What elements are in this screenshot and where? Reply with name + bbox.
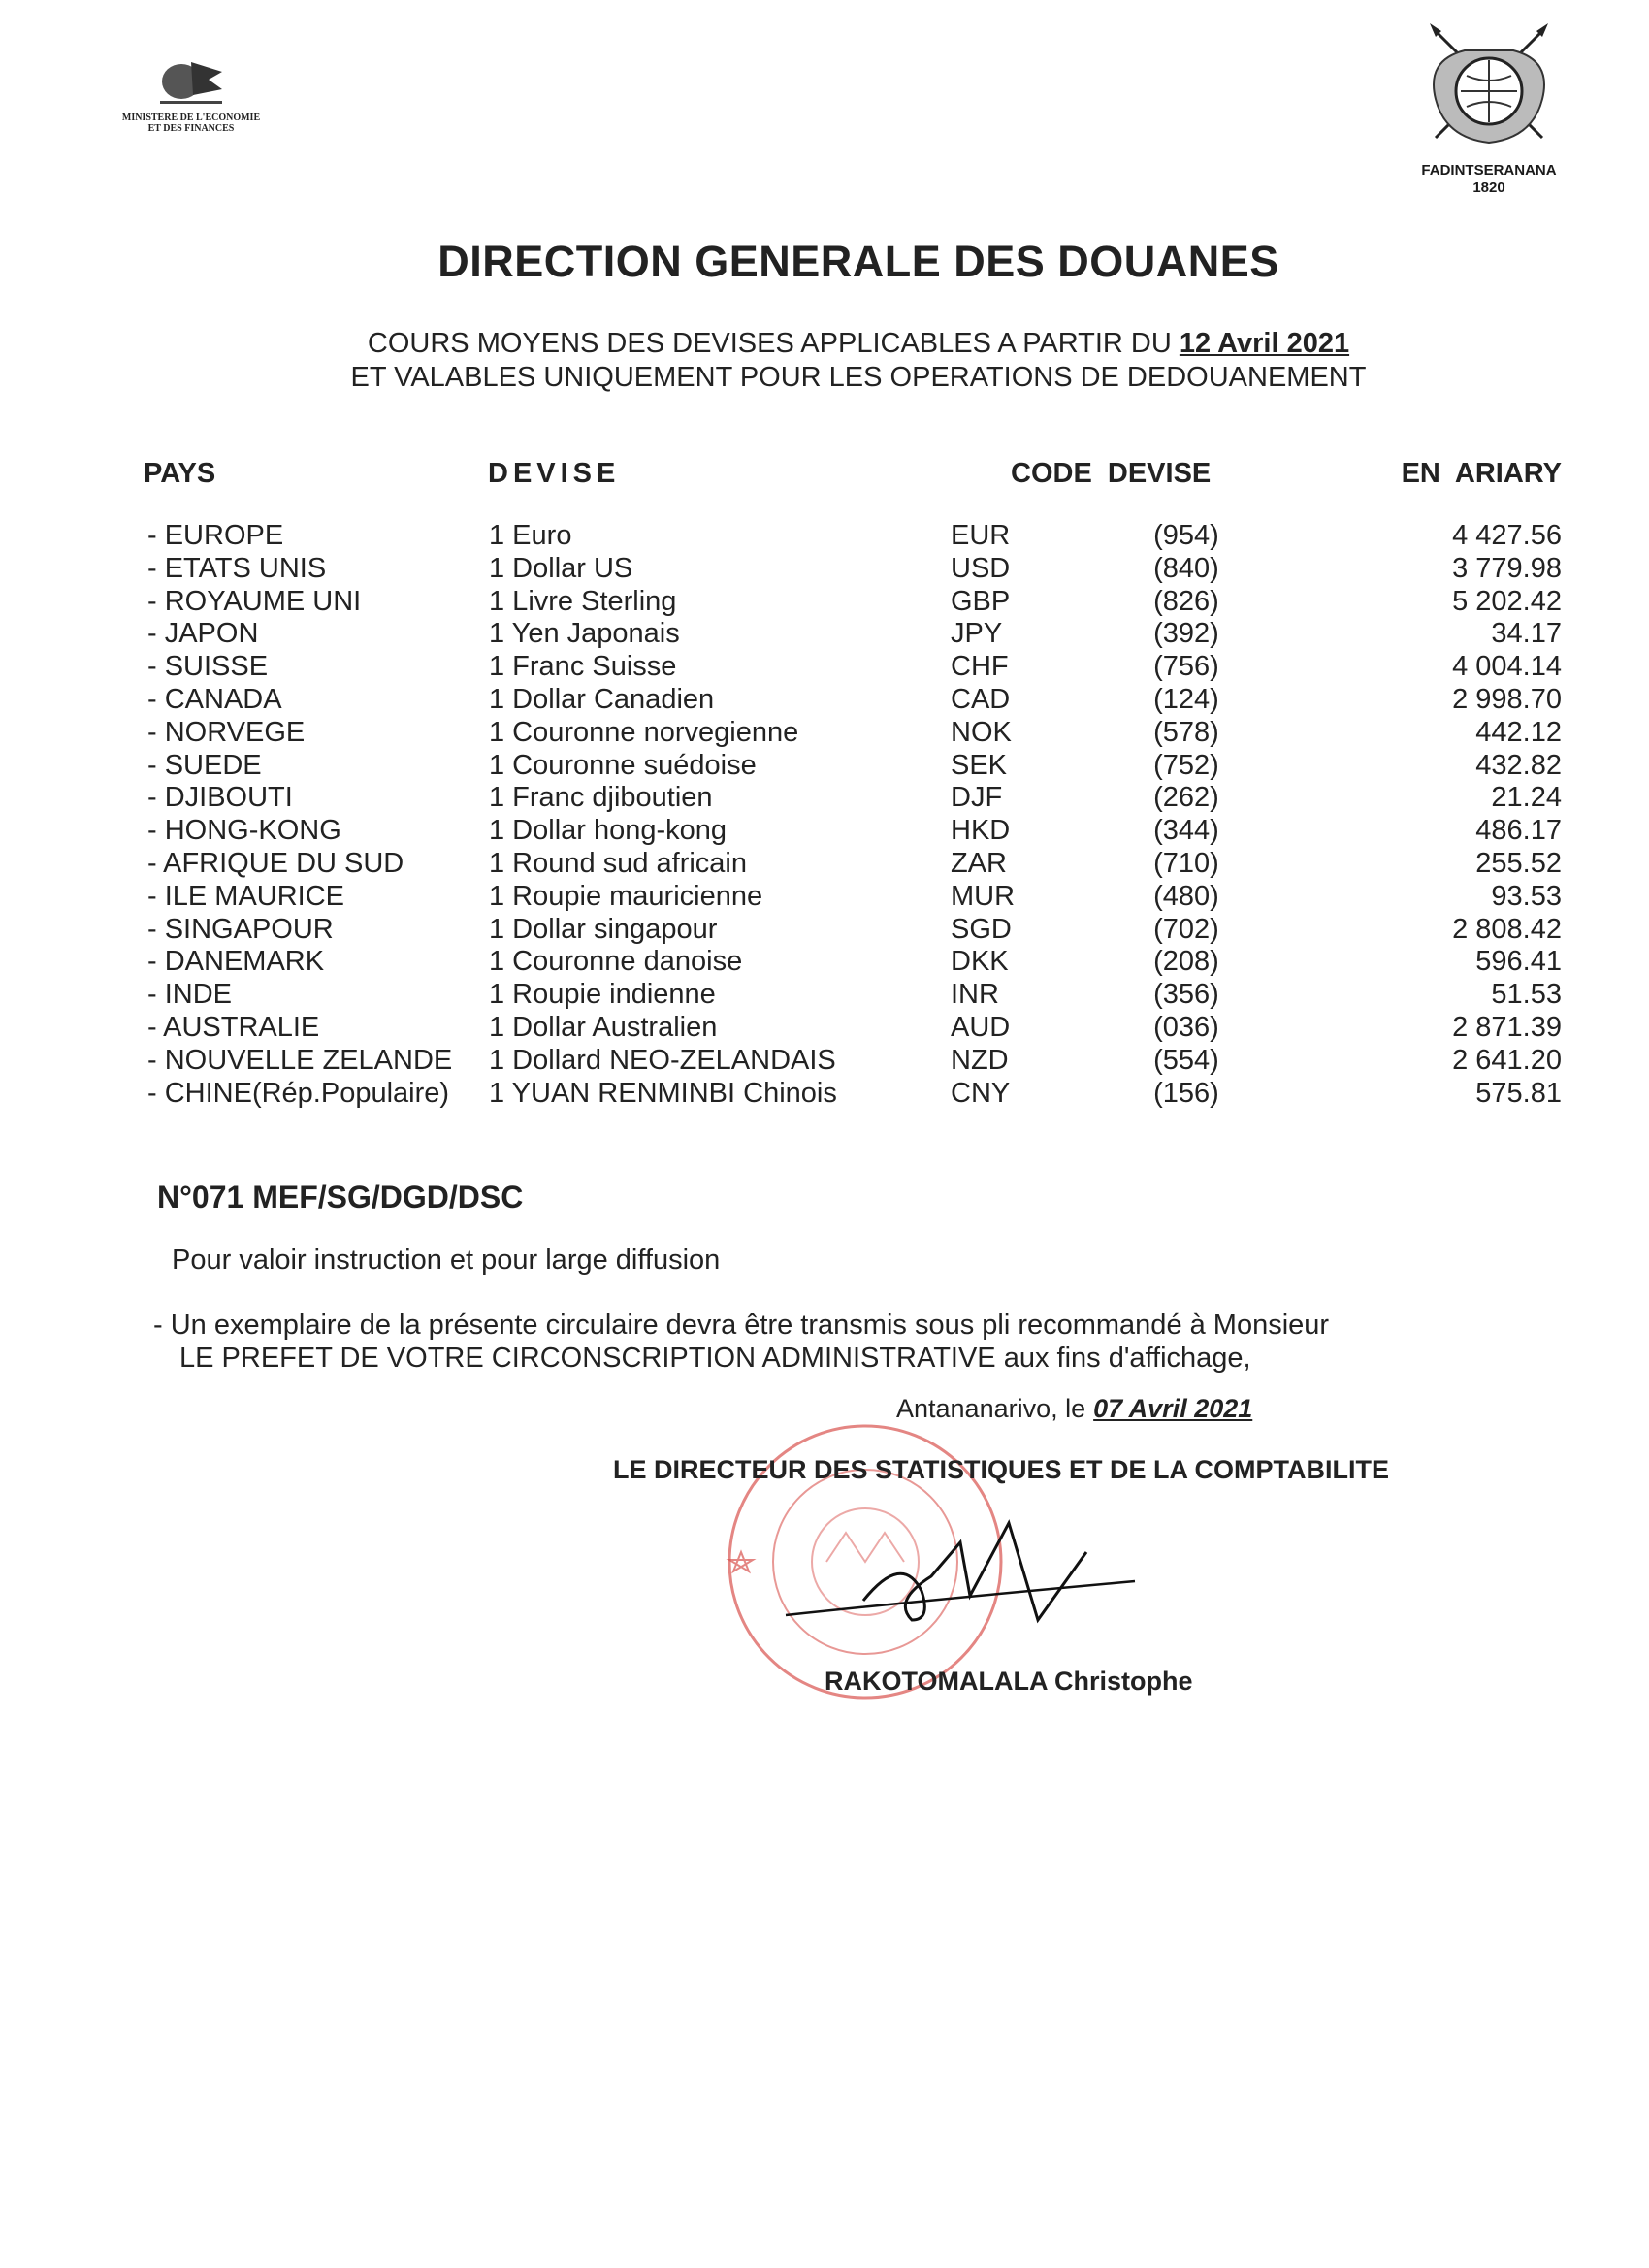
cell-value: 255.52 <box>1475 847 1562 879</box>
cell-value: 442.12 <box>1475 716 1562 748</box>
cell-code: SGD <box>951 913 1012 945</box>
table-row <box>0 848 1649 881</box>
column-header-devise: DEVISE <box>488 458 621 489</box>
signature-date: 07 Avril 2021 <box>1093 1394 1253 1423</box>
cell-pays: - AFRIQUE DU SUD <box>147 847 404 879</box>
cell-numeric-code: (208) <box>1153 946 1219 978</box>
ministry-emblem-icon <box>152 50 230 109</box>
cell-numeric-code: (702) <box>1153 913 1219 945</box>
signatory-name: RAKOTOMALALA Christophe <box>824 1667 1193 1696</box>
cell-code: NZD <box>951 1044 1009 1076</box>
cell-value: 34.17 <box>1491 618 1562 650</box>
cell-devise: 1 Dollar Australien <box>489 1011 718 1043</box>
cell-value: 21.24 <box>1491 782 1562 814</box>
table-row <box>0 750 1649 783</box>
cell-value: 432.82 <box>1475 749 1562 781</box>
cell-devise: 1 Dollard NEO-ZELANDAIS <box>489 1044 836 1076</box>
cell-numeric-code: (756) <box>1153 651 1219 683</box>
instruction-text: Pour valoir instruction et pour large diffusion <box>172 1245 721 1276</box>
cell-value: 2 808.42 <box>1452 913 1562 945</box>
cell-numeric-code: (156) <box>1153 1077 1219 1109</box>
cell-pays: - SINGAPOUR <box>147 913 334 945</box>
cell-pays: - CHINE(Rép.Populaire) <box>147 1077 450 1109</box>
cell-numeric-code: (356) <box>1153 979 1219 1011</box>
cell-numeric-code: (578) <box>1153 716 1219 748</box>
cell-numeric-code: (954) <box>1153 520 1219 551</box>
cell-devise: 1 Livre Sterling <box>489 585 677 617</box>
cell-numeric-code: (840) <box>1153 552 1219 584</box>
ministry-label: MINISTERE DE L'ECONOMIE ET DES FINANCES <box>121 113 261 134</box>
cell-numeric-code: (344) <box>1153 815 1219 847</box>
cell-pays: - SUISSE <box>147 651 269 683</box>
note-line-2: LE PREFET DE VOTRE CIRCONSCRIPTION ADMINISTRATIVE aux fins d'affichage, <box>179 1343 1251 1374</box>
table-row <box>0 946 1649 979</box>
cell-numeric-code: (262) <box>1153 782 1219 814</box>
cell-code: CAD <box>951 683 1011 715</box>
cell-code: JPY <box>951 618 1003 650</box>
cell-value: 4 427.56 <box>1452 520 1562 551</box>
handwritten-signature-icon <box>766 1484 1193 1659</box>
table-row <box>0 1045 1649 1078</box>
cell-value: 2 641.20 <box>1452 1044 1562 1076</box>
cell-devise: 1 Franc djiboutien <box>489 782 713 814</box>
cell-code: DKK <box>951 946 1009 978</box>
table-row <box>0 684 1649 717</box>
cell-pays: - ILE MAURICE <box>147 880 345 912</box>
table-row <box>0 815 1649 848</box>
cell-code: ZAR <box>951 847 1007 879</box>
table-row <box>0 1012 1649 1045</box>
cell-value: 93.53 <box>1491 880 1562 912</box>
cell-pays: - JAPON <box>147 618 259 650</box>
cell-pays: - EUROPE <box>147 520 284 551</box>
cell-code: NOK <box>951 716 1012 748</box>
cell-devise: 1 Dollar singapour <box>489 913 718 945</box>
column-header-pays: PAYS <box>144 458 216 489</box>
cell-devise: 1 Roupie indienne <box>489 979 716 1011</box>
table-row <box>0 782 1649 815</box>
cell-code: USD <box>951 552 1011 584</box>
cell-devise: 1 Euro <box>489 520 572 551</box>
cell-code: CHF <box>951 651 1009 683</box>
cell-code: CNY <box>951 1077 1011 1109</box>
cell-devise: 1 Franc Suisse <box>489 651 677 683</box>
cell-numeric-code: (124) <box>1153 683 1219 715</box>
column-header-ariary: EN ARIARY <box>1401 458 1562 489</box>
cell-numeric-code: (036) <box>1153 1011 1219 1043</box>
page-title: DIRECTION GENERALE DES DOUANES <box>437 237 1279 286</box>
cell-pays: - NORVEGE <box>147 716 306 748</box>
cell-devise: 1 Yen Japonais <box>489 618 680 650</box>
table-row <box>0 914 1649 947</box>
national-emblem <box>1406 21 1571 197</box>
cell-value: 51.53 <box>1491 979 1562 1011</box>
cell-code: AUD <box>951 1011 1011 1043</box>
cell-numeric-code: (480) <box>1153 880 1219 912</box>
cell-devise: 1 Dollar US <box>489 552 633 584</box>
table-row <box>0 717 1649 750</box>
cell-code: DJF <box>951 782 1003 814</box>
emblem-caption-year: 1820 <box>1472 179 1505 196</box>
cell-pays: - INDE <box>147 979 232 1011</box>
cell-pays: - HONG-KONG <box>147 815 341 847</box>
cell-pays: - DJIBOUTI <box>147 782 293 814</box>
table-row <box>0 618 1649 651</box>
cell-code: MUR <box>951 880 1016 912</box>
subtitle-line-1 <box>0 328 1649 360</box>
note-line-1: - Un exemplaire de la présente circulaire devra être transmis sous pli recommandé à Monsieur <box>153 1310 1330 1341</box>
cell-pays: - ETATS UNIS <box>147 552 327 584</box>
director-title: LE DIRECTEUR DES STATISTIQUES ET DE LA COMPTABILITE <box>613 1455 1390 1484</box>
cell-code: INR <box>951 979 999 1011</box>
cell-pays: - DANEMARK <box>147 946 325 978</box>
cell-pays: - AUSTRALIE <box>147 1011 320 1043</box>
ministry-logo <box>109 50 274 134</box>
cell-devise: 1 Couronne danoise <box>489 946 743 978</box>
table-row <box>0 979 1649 1012</box>
cell-numeric-code: (710) <box>1153 847 1219 879</box>
coat-of-arms-icon <box>1406 21 1571 157</box>
cell-code: GBP <box>951 585 1011 617</box>
emblem-caption-motto: FADINTSERANANA <box>1421 162 1557 178</box>
subtitle-line-2: ET VALABLES UNIQUEMENT POUR LES OPERATIONS DE DEDOUANEMENT <box>350 362 1367 393</box>
cell-devise: 1 Dollar hong-kong <box>489 815 728 847</box>
cell-pays: - ROYAUME UNI <box>147 585 362 617</box>
place-label: Antananarivo, le <box>896 1394 1086 1423</box>
cell-devise: 1 Roupie mauricienne <box>489 880 763 912</box>
subtitle-prefix: COURS MOYENS DES DEVISES APPLICABLES A PARTIR DU <box>367 328 1180 359</box>
table-row <box>0 586 1649 619</box>
cell-devise: 1 Couronne suédoise <box>489 749 757 781</box>
table-row <box>0 553 1649 586</box>
cell-pays: - SUEDE <box>147 749 262 781</box>
cell-code: EUR <box>951 520 1011 551</box>
column-header-code: CODE DEVISE <box>1011 458 1212 489</box>
cell-devise: 1 YUAN RENMINBI Chinois <box>489 1077 837 1109</box>
cell-code: HKD <box>951 815 1011 847</box>
table-row <box>0 1078 1649 1111</box>
cell-value: 2 871.39 <box>1452 1011 1562 1043</box>
cell-value: 596.41 <box>1475 946 1562 978</box>
table-row <box>0 651 1649 684</box>
cell-code: SEK <box>951 749 1008 781</box>
cell-numeric-code: (554) <box>1153 1044 1219 1076</box>
effective-date: 12 Avril 2021 <box>1179 328 1350 359</box>
cell-value: 5 202.42 <box>1452 585 1562 617</box>
cell-numeric-code: (752) <box>1153 749 1219 781</box>
cell-devise: 1 Round sud africain <box>489 847 747 879</box>
cell-devise: 1 Dollar Canadien <box>489 683 715 715</box>
circular-reference: N°071 MEF/SG/DGD/DSC <box>157 1180 524 1215</box>
cell-value: 486.17 <box>1475 815 1562 847</box>
cell-numeric-code: (826) <box>1153 585 1219 617</box>
cell-numeric-code: (392) <box>1153 618 1219 650</box>
cell-value: 575.81 <box>1475 1077 1562 1109</box>
cell-value: 3 779.98 <box>1452 552 1562 584</box>
cell-pays: - NOUVELLE ZELANDE <box>147 1044 453 1076</box>
exchange-rates-table <box>0 520 1649 1110</box>
cell-value: 2 998.70 <box>1452 683 1562 715</box>
table-row <box>0 881 1649 914</box>
cell-pays: - CANADA <box>147 683 282 715</box>
table-row <box>0 520 1649 553</box>
cell-value: 4 004.14 <box>1452 651 1562 683</box>
cell-devise: 1 Couronne norvegienne <box>489 716 799 748</box>
